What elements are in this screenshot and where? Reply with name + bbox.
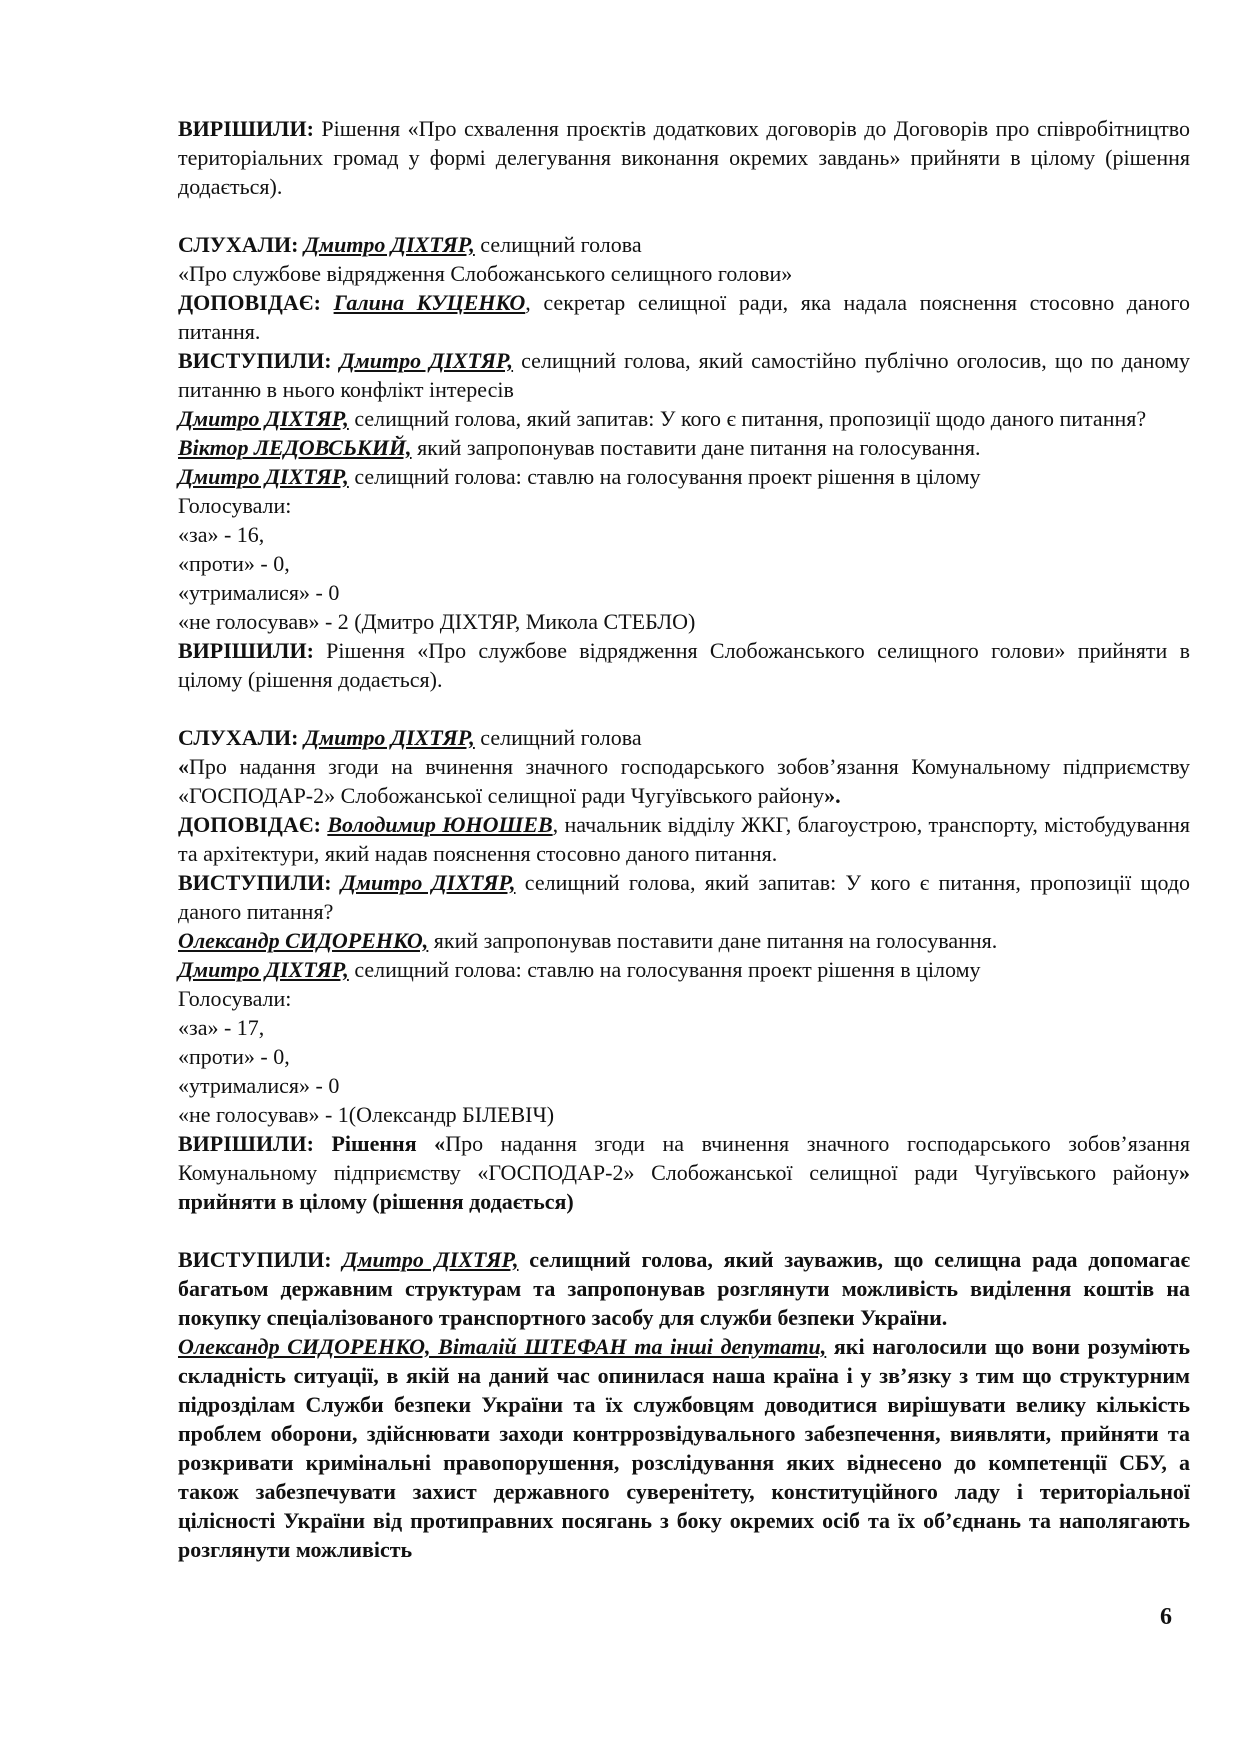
section-gap: [178, 201, 1190, 230]
heard-line: [178, 230, 1190, 259]
speech-text: який запропонував поставити дане питання на голосування.: [428, 928, 998, 953]
vote-abstain: «утрималися» - 0: [178, 580, 340, 605]
speech-line: [178, 926, 1190, 955]
vote-abstain: «утрималися» - 0: [178, 1073, 340, 1098]
spoke-label: ВИСТУПИЛИ:: [178, 1247, 332, 1272]
quote-open: «: [178, 754, 189, 779]
decision-text: Про надання згоди на вчинення значного господарського зобов’язання Комунальному підприємству «ГОСПОДАР-2» Слобожанської селищної ради Чугуївського району: [178, 1131, 1190, 1185]
voting-heading: Голосували:: [178, 493, 292, 518]
decision-paragraph: [178, 636, 1190, 694]
quote-close: ».: [824, 783, 841, 808]
reports-paragraph: [178, 810, 1190, 868]
reports-label: ДОПОВІДАЄ:: [178, 812, 321, 837]
heard-label: СЛУХАЛИ:: [178, 725, 299, 750]
reporter-name: Володимир ЮНОШЕВ: [327, 812, 553, 837]
speech-text: який запропонував поставити дане питання на голосування.: [411, 435, 981, 460]
reporter-text: , начальник відділу ЖКГ, благоустрою, транспорту, містобудування та архітектури, який надав пояснення стосовно даного питання.: [178, 812, 1191, 866]
speaker-name: Дмитро ДІХТЯР,: [340, 870, 516, 895]
section-gap: [178, 1216, 1190, 1245]
speaker-name: Дмитро ДІХТЯР,: [303, 725, 475, 750]
voting-heading: Голосували:: [178, 986, 292, 1011]
reports-label: ДОПОВІДАЄ:: [178, 290, 321, 315]
speech-text: селищний голова: ставлю на голосування проект рішення в цілому: [348, 957, 981, 982]
spoke-label: ВИСТУПИЛИ:: [178, 870, 332, 895]
vote-against: «проти» - 0,: [178, 551, 290, 576]
speech-line: [178, 955, 1190, 984]
speech-line: [178, 404, 1190, 433]
reporter-text: , секретар селищної ради, яка надала пояснення стосовно даного питання.: [178, 290, 1191, 344]
speech-text: селищний голова, який запитав: У кого є питання, пропозиції щодо даного питання?: [178, 870, 1191, 924]
spoke-paragraph: [178, 1245, 1190, 1332]
deputies-text: які наголосили що вони розуміють складність ситуації, в якій на даний час опинилася наша країна і у зв’язку з тим що структурним підрозділам Служби безпеки України та їх службовцям доводитися вирішувати велику кількість проблем оборони, здійснювати заходи контррозвідувального забезпечення, виявляти, прийняти та розкривати кримінальні правопорушення, розслідування яких віднесено до компетенції СБУ, а також забезпечувати захист державного суверенітету, конституційного ладу і територіальної цілісності України від протиправних посягань з боку окремих осіб та їх об’єднань та наполягають розглянути можливість: [178, 1334, 1190, 1562]
speech-text: селищний голова, який зауважив, що селищна рада допомагає багатьом державним структурам та запропонував розглянути можливість виділення коштів на покупку спеціалізованого транспортного засобу для служби безпеки України.: [178, 1247, 1190, 1330]
decision-paragraph: [178, 114, 1190, 201]
speaker-name: Дмитро ДІХТЯР,: [178, 464, 349, 489]
spoke-paragraph: [178, 346, 1190, 404]
page-number: 6: [1160, 1604, 1172, 1630]
speech-text: селищний голова, який самостійно публічно оголосив, що по даному питанню в нього конфлікт інтересів: [178, 348, 1191, 402]
speaker-name: Віктор ЛЕДОВСЬКИЙ,: [178, 435, 412, 460]
speaker-name: Дмитро ДІХТЯР,: [303, 232, 475, 257]
decision-paragraph: [178, 1129, 1190, 1216]
decided-label: ВИРІШИЛИ:: [178, 638, 314, 663]
speaker-role: селищний голова: [474, 232, 642, 257]
decision-quote-open: Рішення «: [313, 1131, 446, 1156]
speech-text: селищний голова, який запитав: У кого є питання, пропозиції щодо даного питання?: [348, 406, 1147, 431]
heard-label: СЛУХАЛИ:: [178, 232, 299, 257]
heard-line: [178, 723, 1190, 752]
agenda-topic: «Про службове відрядження Слобожанського селищного голови»: [178, 261, 793, 286]
spoke-paragraph: [178, 868, 1190, 926]
decision-text: Рішення «Про службове відрядження Слобожанського селищного голови» прийняти в цілому (рішення додається).: [178, 638, 1190, 692]
speaker-name: Дмитро ДІХТЯР,: [339, 348, 514, 373]
speaker-name: Олександр СИДОРЕНКО,: [178, 928, 429, 953]
spoke-label: ВИСТУПИЛИ:: [178, 348, 332, 373]
vote-for: «за» - 17,: [178, 1015, 265, 1040]
decided-label: ВИРІШИЛИ:: [178, 1131, 314, 1156]
reporter-name: Галина КУЦЕНКО: [333, 290, 526, 315]
speech-text: селищний голова: ставлю на голосування проект рішення в цілому: [348, 464, 981, 489]
speech-line: [178, 433, 1190, 462]
decided-label: ВИРІШИЛИ:: [178, 116, 314, 141]
page-content: [178, 114, 1190, 1564]
vote-for: «за» - 16,: [178, 522, 265, 547]
vote-not-voted: «не голосував» - 1(Олександр БІЛЕВІЧ): [178, 1102, 555, 1127]
speech-line: [178, 462, 1190, 491]
decision-result: » прийняти в цілому (рішення додається): [178, 1160, 1190, 1214]
section-gap: [178, 694, 1190, 723]
speaker-name: Дмитро ДІХТЯР,: [342, 1247, 519, 1272]
topic-text: Про надання згоди на вчинення значного господарського зобов’язання Комунальному підприємству «ГОСПОДАР-2» Слобожанської селищної ради Чугуївського району: [178, 754, 1190, 808]
speaker-name: Дмитро ДІХТЯР,: [178, 406, 349, 431]
agenda-topic: [178, 752, 1190, 810]
decision-text: Рішення «Про схвалення проєктів додаткових договорів до Договорів про співробітництво територіальних громад у формі делегування виконання окремих завдань» прийняти в цілому (рішення додається).: [178, 116, 1190, 199]
reports-paragraph: [178, 288, 1190, 346]
vote-against: «проти» - 0,: [178, 1044, 290, 1069]
vote-not-voted: «не голосував» - 2 (Дмитро ДІХТЯР, Микола СТЕБЛО): [178, 609, 696, 634]
speaker-name: Дмитро ДІХТЯР,: [178, 957, 349, 982]
deputies-names: Олександр СИДОРЕНКО, Віталій ШТЕФАН та інші депутати,: [178, 1334, 827, 1359]
speaker-role: селищний голова: [474, 725, 642, 750]
deputies-paragraph: [178, 1332, 1190, 1564]
